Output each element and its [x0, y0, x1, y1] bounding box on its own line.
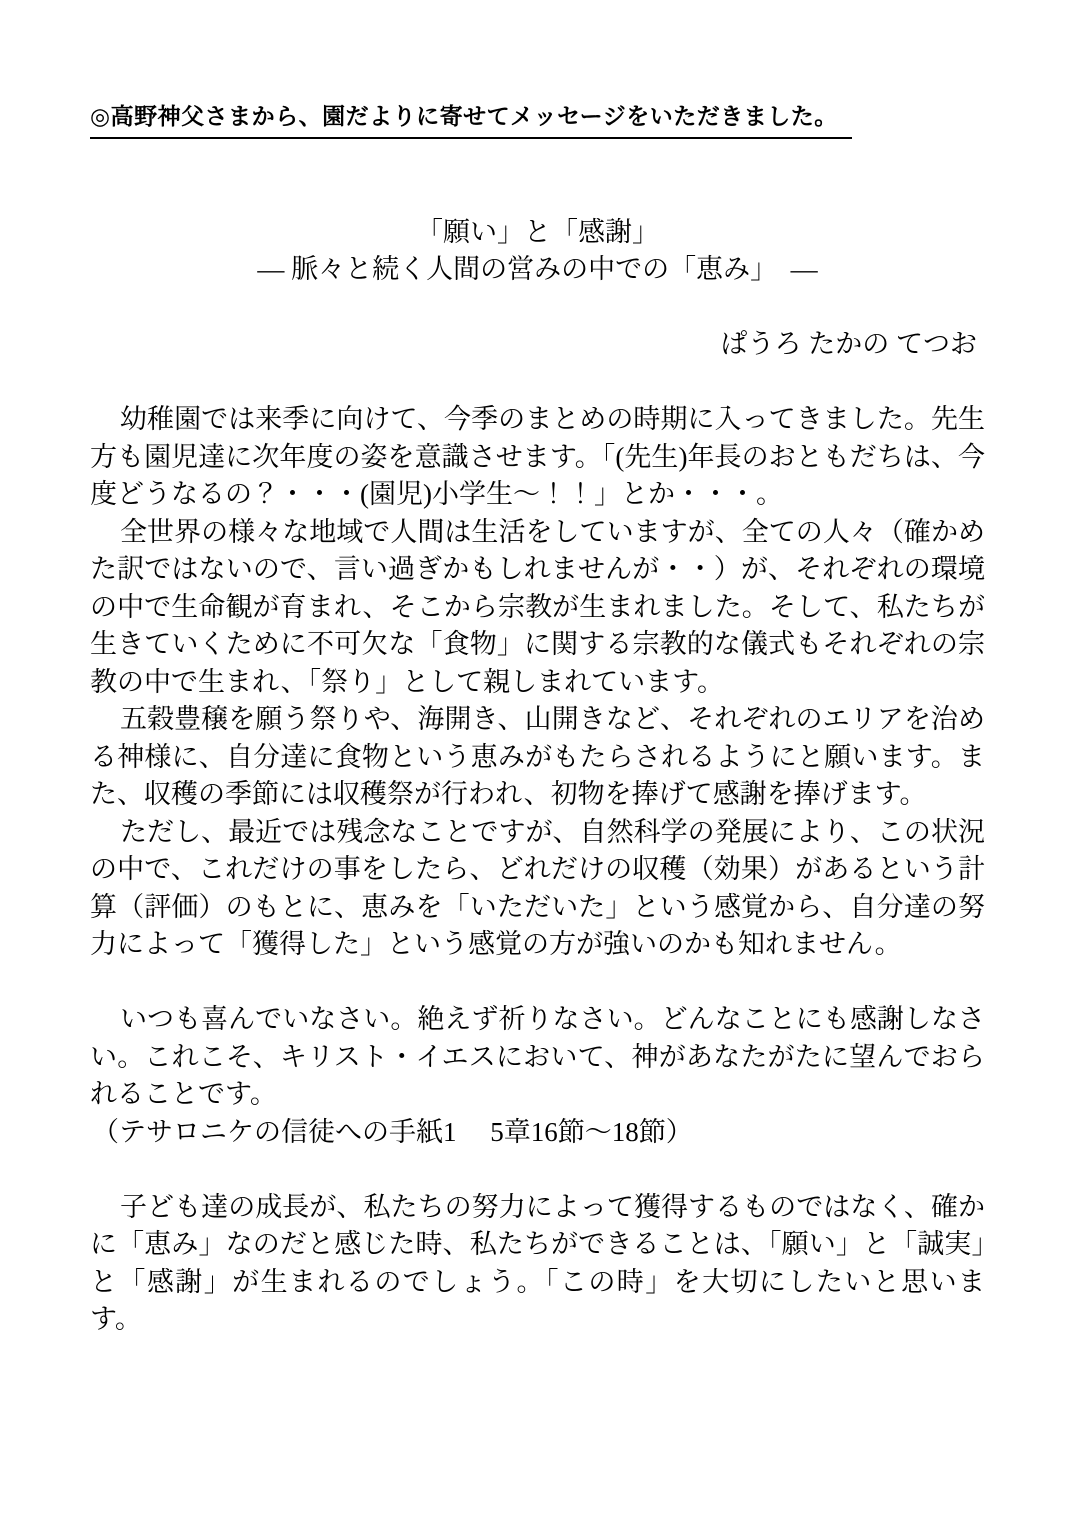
scripture-citation: （テサロニケの信徒への手紙1 5章16節～18節） [92, 1116, 693, 1147]
author-name: ぱうろ たかの てつお [720, 329, 977, 359]
closing-paragraph: 子ども達の成長が、私たちの努力によって獲得するものではなく、確かに「恵み」なのだと感じた時、私たちができることは、「願い」と「誠実」と「感謝」が生まれるのでしょう。「この時」を大切にしたいと思います。 [90, 1191, 985, 1334]
message-header [90, 98, 985, 139]
body-paragraph: 幼稚園では来季に向けて、今季のまとめの時期に入ってきました。先生方も園児達に次年度の姿を意識させます。「(先生)年長のおともだちは、今度どうなるの？・・・(園児)小学生～！！」とか・・・。 [90, 404, 985, 509]
scripture-quote: いつも喜んでいなさい。絶えず祈りなさい。どんなことにも感謝しなさい。これこそ、キリスト・イエスにおいて、神があなたがたに望んでおられることです。 [90, 1004, 985, 1109]
message-header-text: ◎高野神父さまから、園だよりに寄せてメッセージをいただきました。 [90, 98, 852, 139]
article-subtitle: ― 脈々と続く人間の営みの中での「恵み」 ― [257, 254, 818, 284]
article-title: 「願い」と「感謝」 [416, 216, 659, 247]
body-paragraph: 全世界の様々な地域で人間は生活をしていますが、全ての人々（確かめた訳ではないので、言い過ぎかもしれませんが・・）が、それぞれの環境の中で生命観が育まれ、そこから宗教が生まれました。そして、私たちが生きていくために不可欠な「食物」に関する宗教的な儀式もそれぞれの宗教の中で生まれ、「祭り」として親しまれています。 [90, 516, 985, 697]
body-paragraph: ただし、最近では残念なことですが、自然科学の発展により、この状況の中で、これだけの事をしたら、どれだけの収穫（効果）があるという計算（評価）のもとに、恵みを「いただいた」という感覚から、自分達の努力によって「獲得した」という感覚の方が強いのかも知れません。 [90, 816, 985, 959]
body-paragraph: 五穀豊穣を願う祭りや、海開き、山開きなど、それぞれのエリアを治める神様に、自分達に食物という恵みがもたらされるようにと願います。また、収穫の季節には収穫祭が行われ、初物を捧げて感謝を捧げます。 [90, 704, 985, 809]
